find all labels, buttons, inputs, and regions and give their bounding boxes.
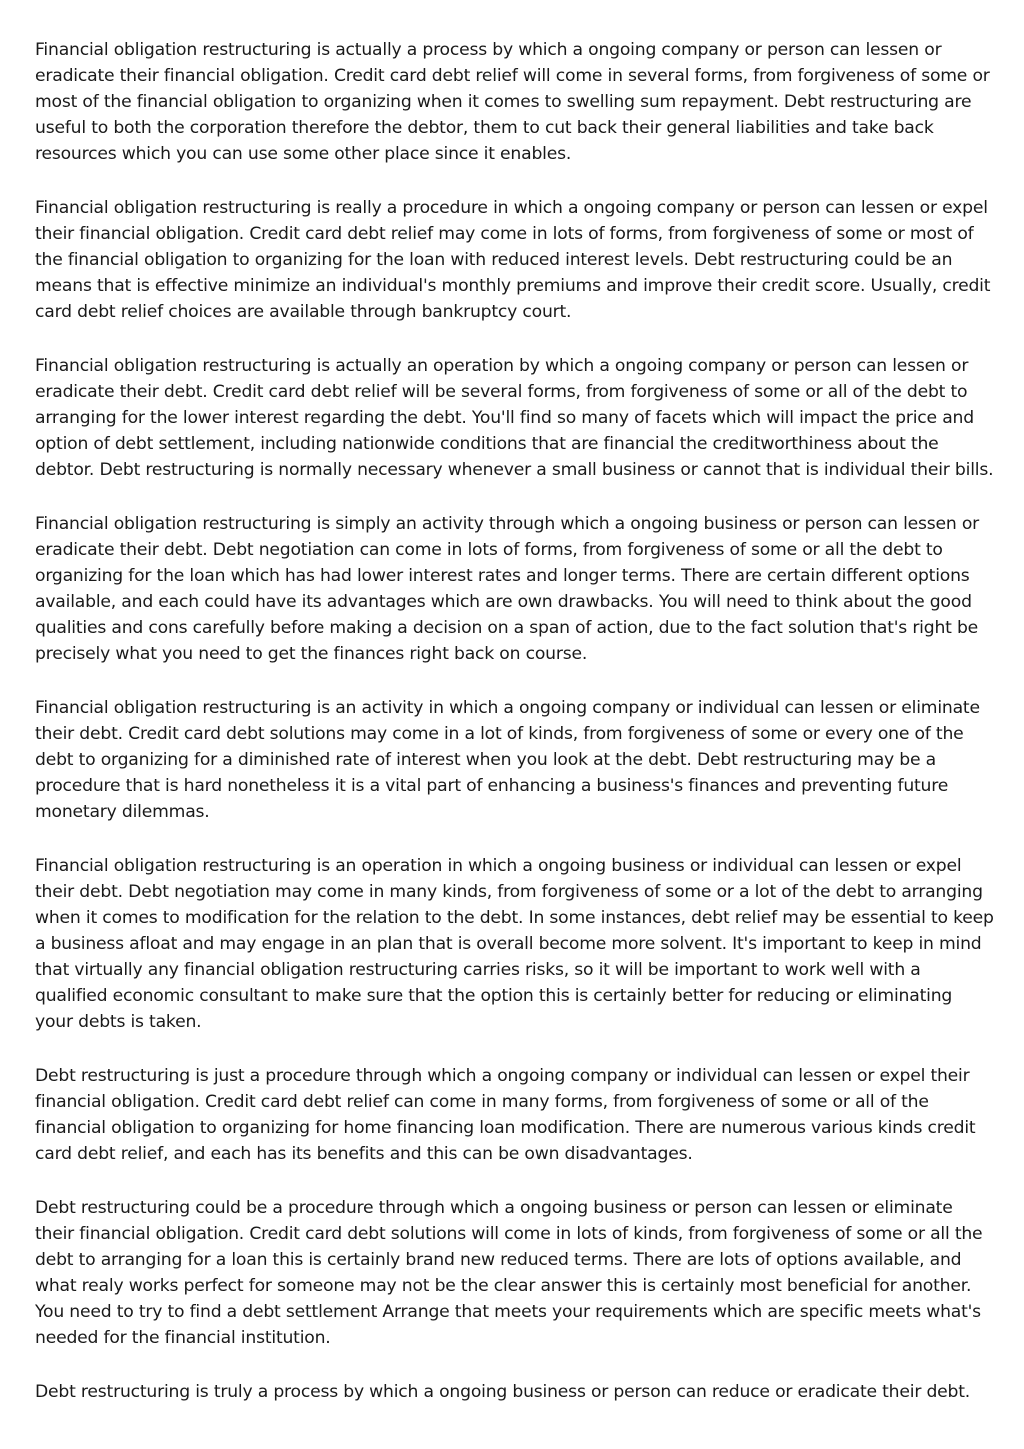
paragraph-1: Financial obligation restructuring is actually a process by which a ongoing company or person can lessen or eradicate their financial obligation. Credit card debt relief will come in several forms, from forgiveness of some or most of the financial obligation to organizing when it comes to swelling sum repayment. Debt restructuring are useful to both the corporation therefore the debtor, them to cut back their general liabilities and take back resources which you can use some other place since it enables. bbox=[35, 40, 990, 164]
paragraph-7: Debt restructuring is just a procedure through which a ongoing company or individual can lessen or expel their financial obligation. Credit card debt relief can come in many forms, from forgiveness of some or all of the financial obligation to organizing for home financing loan modification. There are numerous various kinds credit card debt relief, and each has its benefits and this can be own disadvantages. bbox=[35, 1066, 976, 1164]
paragraph-2: Financial obligation restructuring is really a procedure in which a ongoing company or person can lessen or expel their financial obligation. Credit card debt relief may come in lots of forms, from forgiveness of some or most of the financial obligation to organizing for the loan with reduced interest levels. Debt restructuring could be an means that is effective minimize an individual's monthly premiums and improve their credit score. Usually, credit card debt relief choices are available through bankruptcy court. bbox=[35, 198, 991, 322]
paragraph-8: Debt restructuring could be a procedure through which a ongoing business or person can lessen or eliminate their financial obligation. Credit card debt solutions will come in lots of kinds, from forgiveness of some or all the debt to arranging for a loan this is certainly brand new reduced terms. There are lots of options available, and what realy works perfect for someone may not be the clear answer this is certainly most beneficial for another. You need to try to find a debt settlement Arrange that meets your requirements which are specific meets what's needed for the financial institution. bbox=[35, 1198, 983, 1348]
paragraph-4: Financial obligation restructuring is simply an activity through which a ongoing business or person can lessen or eradicate their debt. Debt negotiation can come in lots of forms, from forgiveness of some or all the debt to organizing for the loan which has had lower interest rates and longer terms. There are certain different options available, and each could have its advantages which are own drawbacks. You will need to think about the good qualities and cons carefully before making a decision on a span of action, due to the fact solution that's right be precisely what you need to get the finances right back on course. bbox=[35, 514, 980, 664]
paragraph-5: Financial obligation restructuring is an activity in which a ongoing company or individual can lessen or eliminate their debt. Credit card debt solutions may come in a lot of kinds, from forgiveness of some or every one of the debt to organizing for a diminished rate of interest when you look at the debt. Debt restructuring may be a procedure that is hard nonetheless it is a vital part of enhancing a business's finances and preventing future monetary dilemmas. bbox=[35, 698, 980, 822]
document-body bbox=[35, 37, 995, 1433]
paragraph-9: Debt restructuring is truly a process by which a ongoing business or person can reduce or eradicate their debt. bbox=[35, 1382, 971, 1402]
paragraph-3: Financial obligation restructuring is actually an operation by which a ongoing company or person can lessen or eradicate their debt. Credit card debt relief will be several forms, from forgiveness of some or all of the debt to arranging for the lower interest regarding the debt. You'll find so many of facets which will impact the price and option of debt settlement, including nationwide conditions that are financial the creditworthiness about the debtor. Debt restructuring is normally necessary whenever a small business or cannot that is individual their bills. bbox=[35, 356, 994, 480]
paragraph-6: Financial obligation restructuring is an operation in which a ongoing business or individual can lessen or expel their debt. Debt negotiation may come in many kinds, from forgiveness of some or a lot of the debt to arranging when it comes to modification for the relation to the debt. In some instances, debt relief may be essential to keep a business afloat and may engage in an plan that is overall become more solvent. It's important to keep in mind that virtually any financial obligation restructuring carries risks, so it will be important to work well with a qualified economic consultant to make sure that the option this is certainly better for reducing or eliminating your debts is taken. bbox=[35, 856, 994, 1032]
